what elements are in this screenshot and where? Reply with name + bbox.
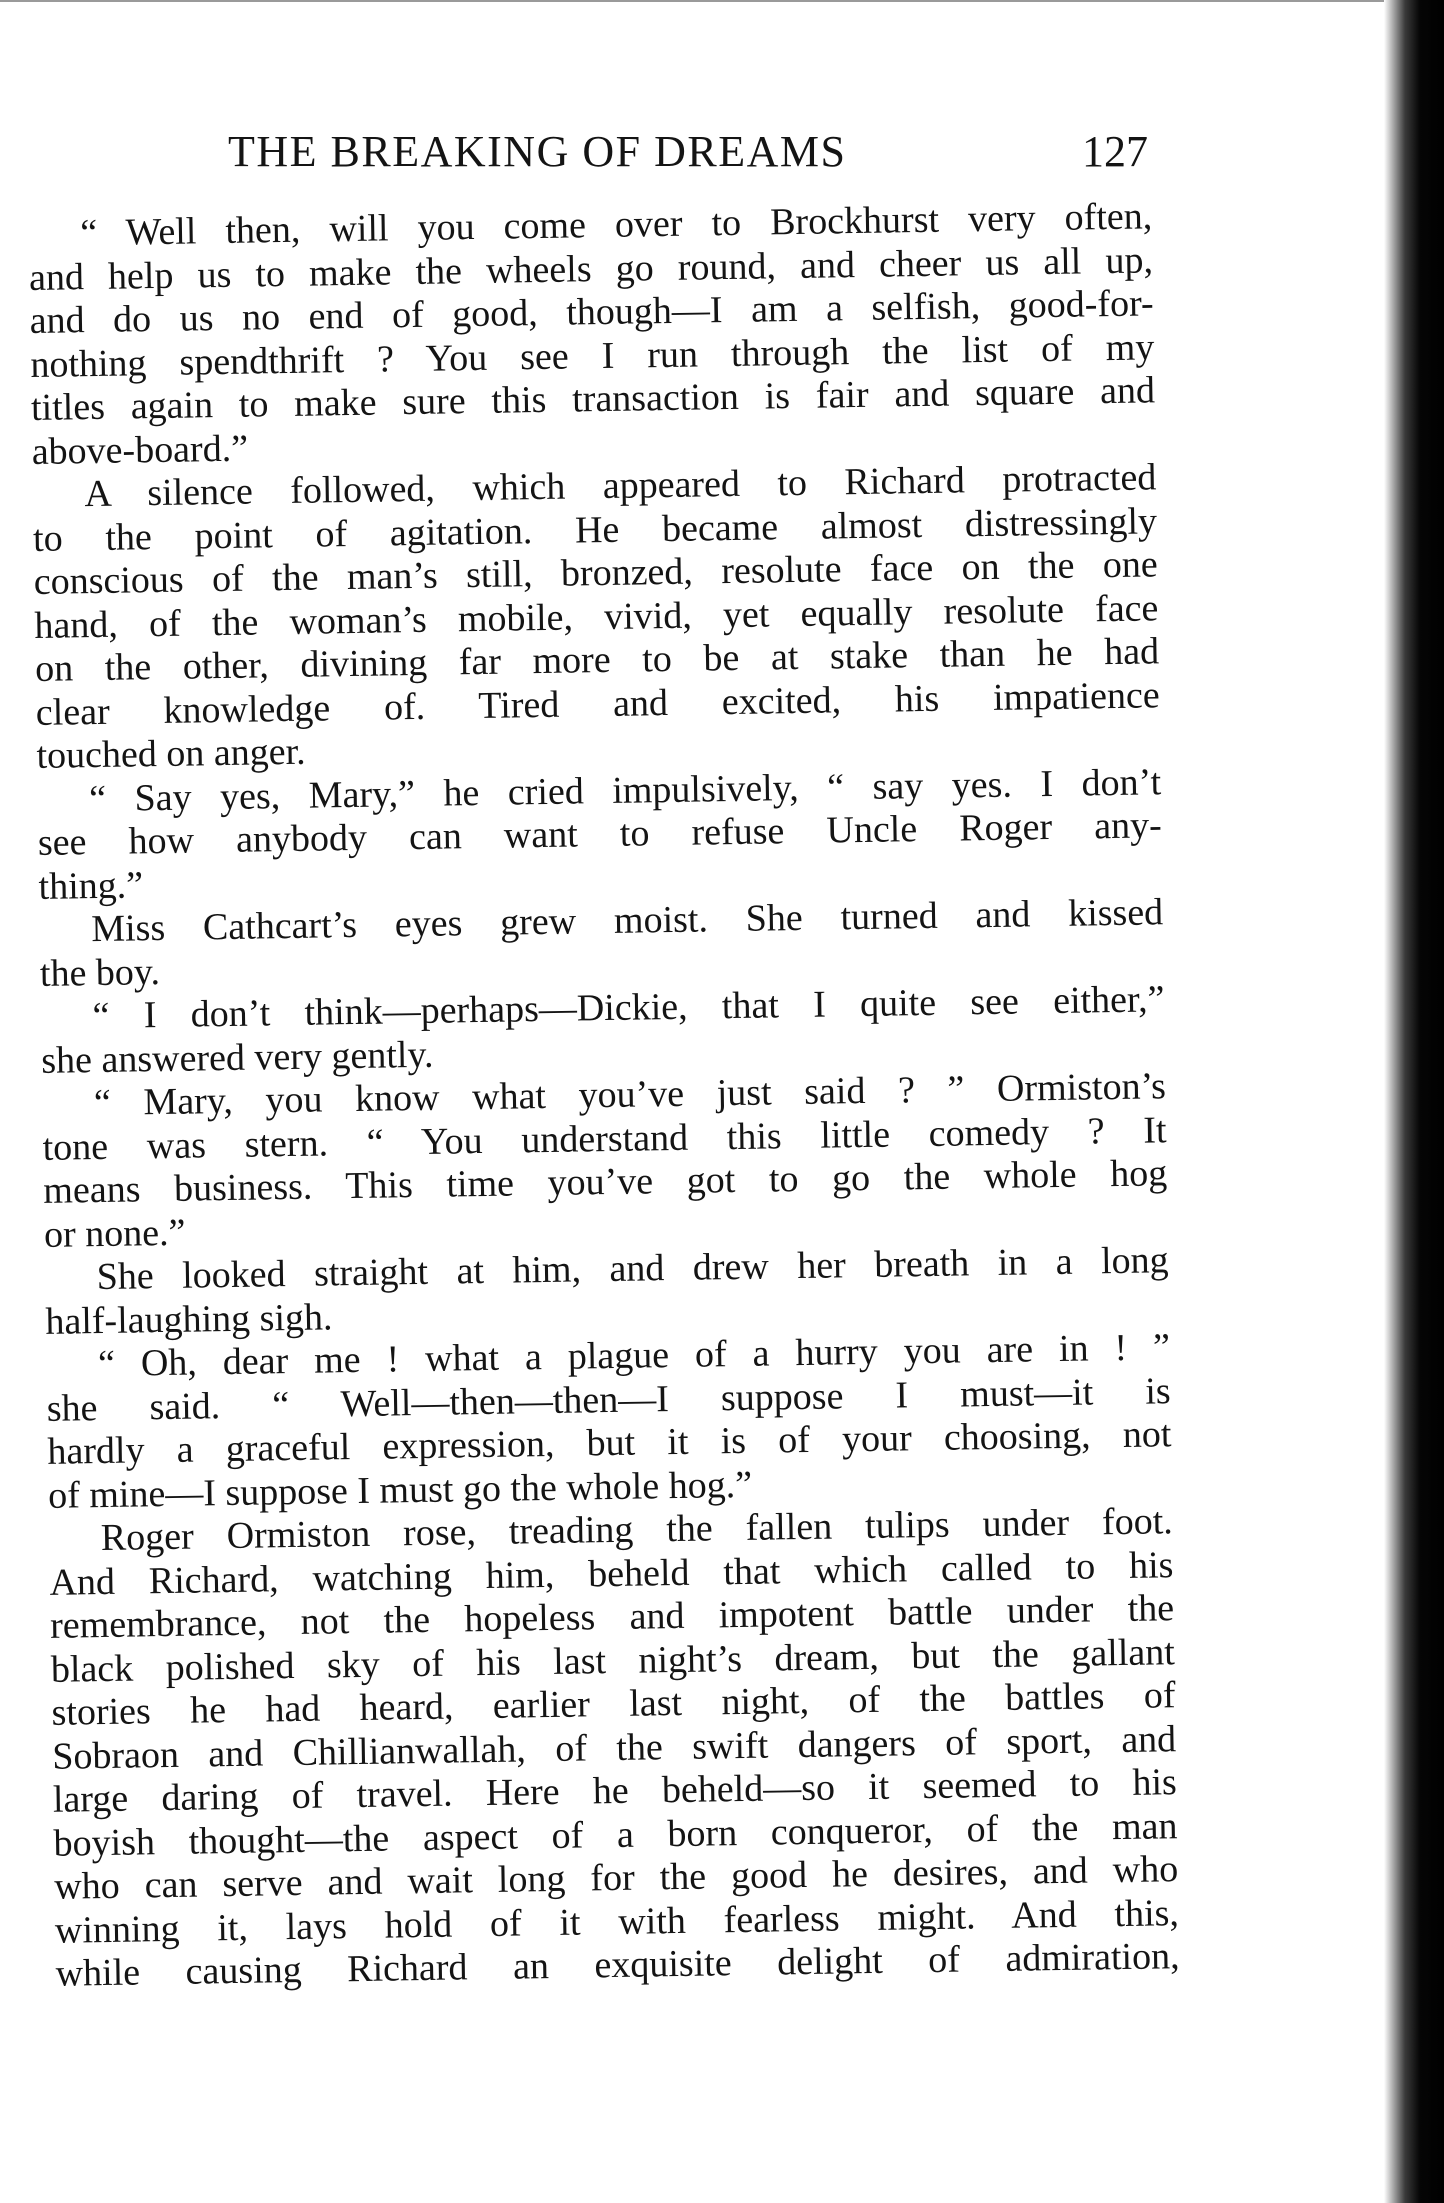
text-line: conscious of the man’s still, bronzed, resolute face on the one — [33, 543, 1158, 603]
text-line: see how anybody can want to refuse Uncle Roger any- — [37, 804, 1163, 864]
text-line: nothing spendthrift ? You see I run through the list of my — [30, 325, 1155, 386]
page-header — [228, 122, 1148, 182]
text-line: she said. “ Well—then—then—I suppose I must—it is — [46, 1369, 1171, 1430]
text-line: and do us no end of good, though—I am a selfish, good-for- — [29, 282, 1154, 342]
text-line: means business. This time you’ve got to go the whole hog — [43, 1152, 1168, 1212]
body-text — [28, 195, 1180, 1996]
text-line: “ Well then, will you come over to Brockhurst very often, — [79, 195, 1153, 255]
text-line: of mine—I suppose I must go the whole hog.” — [47, 1463, 753, 1517]
text-line: touched on anger. — [36, 730, 306, 777]
text-line: “ Mary, you know what you’ve just said ? ” Ormiston’s — [93, 1065, 1167, 1125]
page-number: 127 — [1082, 127, 1148, 176]
text-line: boyish thought—the aspect of a born conqueror, of the man — [53, 1804, 1178, 1865]
text-line: who can serve and wait long for the good he desires, and who — [53, 1848, 1179, 1908]
page-edge-shadow — [1384, 0, 1444, 2203]
text-line: on the other, divining far more to be at stake than he had — [34, 630, 1160, 690]
text-line: and help us to make the wheels go round, and cheer us all up, — [28, 238, 1154, 299]
top-edge-rule — [0, 0, 1384, 2]
text-line: stories he had heard, earlier last night, of the battles of — [51, 1674, 1176, 1734]
text-line: tone was stern. “ You understand this little comedy ? It — [42, 1108, 1167, 1169]
text-line: A silence followed, which appeared to Richard protracted — [84, 456, 1157, 516]
text-line: large daring of travel. Here he beheld—so it seemed to his — [52, 1761, 1178, 1821]
text-line: hand, of the woman’s mobile, vivid, yet equally resolute face — [34, 586, 1159, 647]
running-head: THE BREAKING OF DREAMS — [228, 127, 847, 176]
text-line: “ Oh, dear me ! what a plague of a hurry you are in ! ” — [97, 1326, 1171, 1386]
text-line: Sobraon and Chillianwallah, of the swift dangers of sport, and — [51, 1717, 1177, 1778]
text-line: titles again to make sure this transaction is fair and square and — [30, 369, 1156, 429]
text-line: half-laughing sigh. — [45, 1295, 333, 1343]
text-line: clear knowledge of. Tired and excited, his impatience — [35, 673, 1161, 734]
text-line: remembrance, not the hopeless and impotent battle under the — [49, 1587, 1175, 1647]
text-line: winning it, lays hold of it with fearless might. And this, — [54, 1891, 1180, 1952]
text-line: the boy. — [39, 950, 161, 995]
text-line: or none.” — [43, 1211, 186, 1256]
text-line: Roger Ormiston rose, treading the fallen tulips under foot. — [100, 1500, 1174, 1560]
text-line: “ I don’t think—perhaps—Dickie, that I quite see either,” — [92, 978, 1165, 1038]
text-line: Miss Cathcart’s eyes grew moist. She turned and kissed — [90, 891, 1164, 951]
text-line: black polished sky of his last night’s dream, but the gallant — [50, 1630, 1176, 1691]
text-line: while causing Richard an exquisite delight of admiration, — [55, 1935, 1180, 1995]
text-line: hardly a graceful expression, but it is of your choosing, not — [47, 1413, 1172, 1473]
text-line: thing.” — [38, 863, 144, 908]
text-line: “ Say yes, Mary,” he cried impulsively, “ say yes. I don’t — [88, 760, 1162, 820]
text-line: to the point of agitation. He became almost distressingly — [32, 499, 1158, 560]
text-line: And Richard, watching him, beheld that which called to his — [49, 1543, 1174, 1604]
text-line: she answered very gently. — [40, 1033, 434, 1082]
text-line: above-board.” — [31, 427, 249, 473]
text-line: She looked straight at him, and drew her breath in a long — [96, 1239, 1169, 1299]
